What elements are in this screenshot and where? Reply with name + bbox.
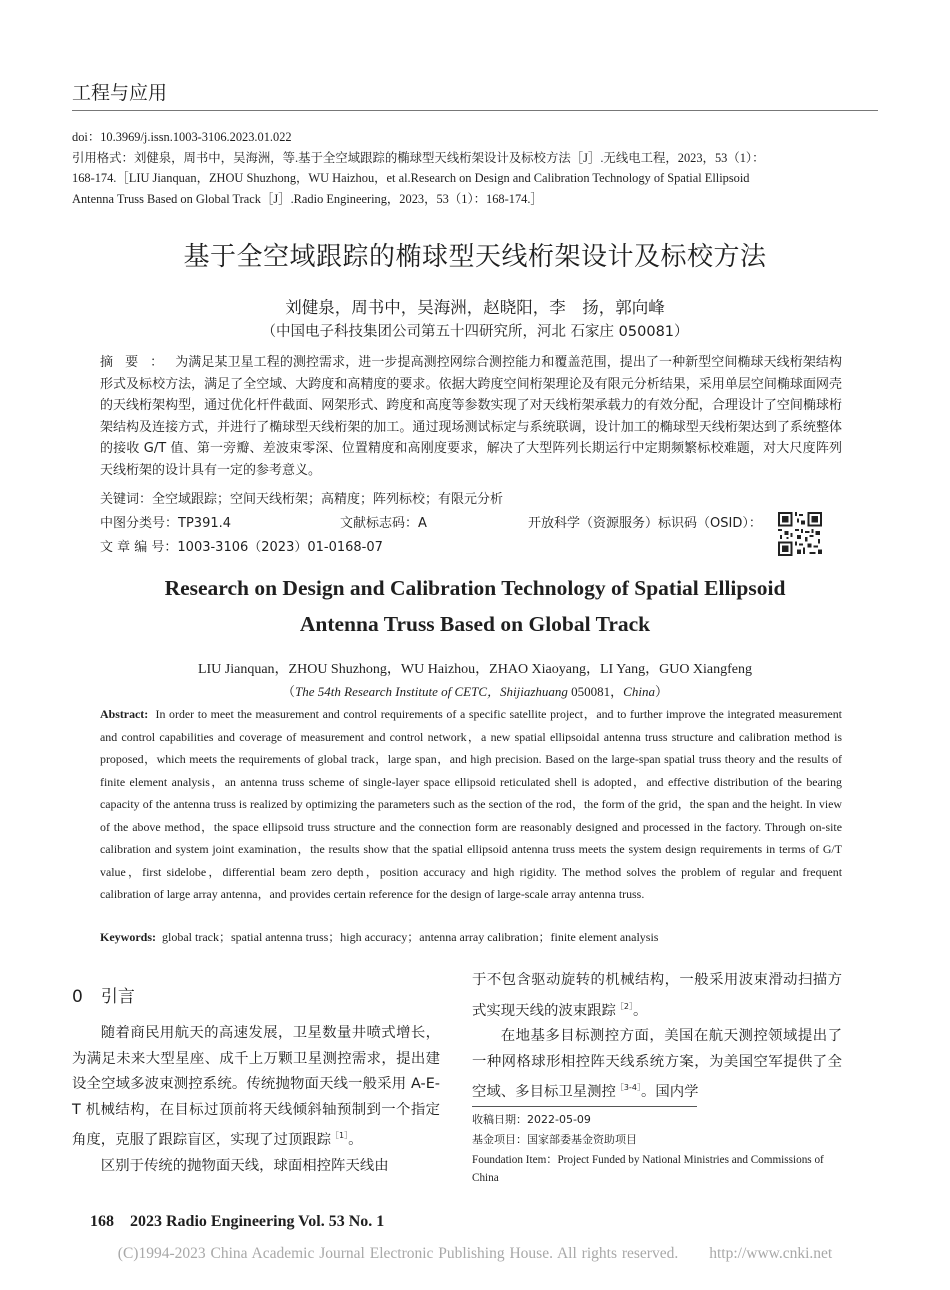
- affiliation-en-institute: The 54th Research Institute of CETC，Shijiazhuang: [295, 684, 568, 699]
- abstract-cn-text: 为满足某卫星工程的测控需求，进一步提高测控网综合测控能力和覆盖范围，提出了一种新型空间椭球天线桁架结构形式及标校方法，满足了全空域、大跨度和高精度的要求。依据大跨度空间桁架理论及有限元分析结果，采用单层空间椭球面网壳的天线桁架构型，通过优化杆件截面、网架形式、跨度和高度等参数实现了对天线桁架承载力的有效分配，合理设计了空间椭球桁架结构及连接方式，并进行了椭球型天线桁架的加工。通过现场测试标定与系统联调，设计加工的椭球型天线桁架达到了系统整体的接收 G/T 值、第一旁瓣、差波束零深、位置精度和高刚度要求，解决了大型阵列长期运行中定期频繁标校难题，对大尺度阵列天线桁架的设计具有一定的参考意义。: [100, 355, 842, 478]
- affiliation-en-open: （: [282, 684, 296, 699]
- doc-code-value: A: [418, 516, 427, 531]
- section-title: 引言: [100, 987, 135, 1007]
- osid-qr-code-icon[interactable]: [778, 512, 822, 556]
- authors-en: LIU Jianquan，ZHOU Shuzhong，WU Haizhou，ZHAO Xiaoyang，LI Yang，GUO Xiangfeng: [197, 662, 753, 677]
- intro-paragraph-2-cont: 于不包含驱动旋转的机械结构，一般采用波束滑动扫描方式实现天线的波束跟踪$^{[2]}$。: [472, 972, 842, 1019]
- clc-value: TP391.4: [178, 516, 232, 531]
- affiliation-en-close: ）: [654, 684, 668, 699]
- citation-line-3: Antenna Truss Based on Global Track［J］.Radio Engineering，2023，53（1）：168-174.］: [72, 191, 543, 206]
- paper-title-cn: 基于全空域跟踪的椭球型天线桁架设计及标校方法: [183, 242, 767, 272]
- clc-number: [100, 512, 231, 531]
- intro-paragraph-1: 随着商民用航天的高速发展，卫星数量井喷式增长，为满足未来大型星座、成千上万颗卫星测控需求，提出建设全空域多波束测控系统。传统抛物面天线一般采用 A-E-T 机械结构，在目标过顶前将天线倾斜轴预制到一个指定角度，克服了跟踪盲区，实现了过顶跟踪$^{[1]}$。: [72, 1025, 440, 1148]
- paper-title-en-line-1: Research on Design and Calibration Technology of Spatial Ellipsoid: [164, 576, 786, 600]
- article-number-value: 1003-3106（2023）01-0168-07: [177, 540, 383, 555]
- abstract-cn-label: 摘要：: [100, 355, 176, 370]
- keywords-cn: [100, 488, 503, 507]
- osid-label: 开放科学（资源服务）标识码（OSID）：: [528, 516, 762, 531]
- authors-cn: 刘健泉，周书中，吴海洲，赵晓阳，李 扬，郭向峰: [285, 298, 665, 317]
- citation-block: [72, 127, 842, 209]
- intro-paragraph-3: 在地基多目标测控方面，美国在航天测控领域提出了一种网格球形相控阵天线系统方案，为美国空军提供了全空域、多目标卫星测控$^{[3-4]}$。国内学: [472, 1028, 842, 1100]
- abstract-en-label: Abstract: [100, 707, 145, 721]
- affiliation-en-zip: 050081，: [567, 684, 624, 699]
- article-number: [100, 536, 383, 555]
- fund-cn: 基金项目：国家部委基金资助项目: [472, 1133, 637, 1146]
- paper-title-en: [0, 570, 950, 642]
- body-column-left: [72, 982, 440, 1179]
- keywords-en-text: global track；spatial antenna truss；high accuracy；antenna array calibration；finite element analysis: [162, 930, 659, 944]
- header-rule: [72, 110, 878, 111]
- keywords-cn-label: 关键词：: [100, 492, 153, 507]
- citation-line-1: 引用格式：刘健泉，周书中，吴海洲，等.基于全空域跟踪的椭球型天线桁架设计及标校方法［J］.无线电工程，2023，53（1）：: [72, 150, 765, 165]
- fund-en: Foundation Item：Project Funded by National Ministries and Commissions of China: [472, 1154, 824, 1184]
- footnote-rule: [472, 1106, 697, 1107]
- abstract-en: Abstract: In order to meet the measurement and control requirements of a specific satellite project，and to further improve the integrated measurement and control capabilities and coverage of measurement and control network，a new spatial ellipsoidal antenna truss structure and calibration method is proposed，which meets the requirements of global track，large span，and high precision. Based on the large-span spatial truss theory and the results of finite element analysis，an antenna truss scheme of single-layer space ellipsoid reticulated shell is adopted，and effective distribution of the bearing capacity of the antenna truss is realized by optimizing the parameters such as the section of the rod，the form of the grid，the span and the height. In view of the above method，the space ellipsoid truss structure and the connection form are reasonably designed and processed in the factory. Through on-site calibration and system joint examination，the results show that the spatial ellipsoid antenna truss meets the system design requirements in terms of G/T value，first sidelobe，differential beam zero depth，position accuracy and high rigidity. The method solves the problem of regular and frequent calibration of large array antenna，and provides certain reference for the design of large-scale array antenna truss.: [100, 707, 842, 901]
- paper-title-en-line-2: Antenna Truss Based on Global Track: [299, 612, 651, 636]
- section-heading-intro: [72, 982, 440, 1007]
- cnki-watermark: (C)1994-2023 China Academic Journal Electronic Publishing House. All rights reserved. http://www.cnki.net: [117, 1245, 833, 1262]
- page-footer: 168 2023 Radio Engineering Vol. 53 No. 1: [90, 1213, 385, 1230]
- body-column-right: [472, 968, 842, 1106]
- article-number-label: 文 章 编 号：: [100, 540, 178, 555]
- affiliation-en: [0, 681, 950, 700]
- citation-ref-1[interactable]: ［1］: [331, 1131, 349, 1140]
- abstract-cn: [100, 352, 842, 482]
- keywords-en-label: Keywords: [100, 930, 152, 944]
- citation-ref-3-4[interactable]: ［3-4］: [615, 1083, 641, 1092]
- citation-line-2: 168-174.［LIU Jianquan，ZHOU Shuzhong，WU Haizhou，et al.Research on Design and Calibration Technology of Spatial Ellipsoid: [72, 171, 750, 185]
- doc-code: [340, 512, 427, 531]
- clc-label: 中图分类号：: [100, 516, 179, 531]
- section-number: 0: [72, 987, 83, 1007]
- journal-section-tag: 工程与应用: [72, 82, 168, 104]
- affiliation-cn: （中国电子科技集团公司第五十四研究所，河北 石家庄 050081）: [261, 324, 689, 340]
- citation-ref-2[interactable]: ［2］: [615, 1001, 634, 1011]
- abstract-en-text: In order to meet the measurement and control requirements of a specific satellite project，and to further improve the integrated measurement and control capabilities and coverage of measurement and control network，a new spatial ellipsoidal antenna truss structure and calibration method is proposed，which meets the requirements of global track，large span，and high precision. Based on the large-span spatial truss theory and the results of finite element analysis，an antenna truss scheme of single-layer space ellipsoid reticulated shell is adopted，and effective distribution of the bearing capacity of the antenna truss is realized by optimizing the parameters such as the section of the rod，the form of the grid，the span and the height. In view of the above method，the space ellipsoid truss structure and the connection form are reasonably designed and processed in the factory. Through on-site calibration and system joint examination，the results show that the spatial ellipsoid antenna truss meets the system design requirements in terms of G/T value，first sidelobe，differential beam zero depth，position accuracy and high rigidity. The method solves the problem of regular and frequent calibration of large array antenna，and provides certain reference for the design of large-scale array antenna truss.: [100, 707, 842, 901]
- doc-code-label: 文献标志码：: [340, 516, 419, 531]
- received-date: 收稿日期：2022-05-09: [472, 1113, 591, 1126]
- keywords-cn-text: 全空域跟踪；空间天线桁架；高精度；阵列标校；有限元分析: [152, 492, 504, 507]
- doi-line[interactable]: doi：10.3969/j.issn.1003-3106.2023.01.022: [72, 130, 292, 144]
- affiliation-en-country: China: [623, 684, 655, 699]
- keywords-en: Keywords: global track；spatial antenna truss；high accuracy；antenna array calibration；finite element analysis: [100, 930, 659, 944]
- intro-paragraph-2: 区别于传统的抛物面天线，球面相控阵天线由: [100, 1157, 389, 1174]
